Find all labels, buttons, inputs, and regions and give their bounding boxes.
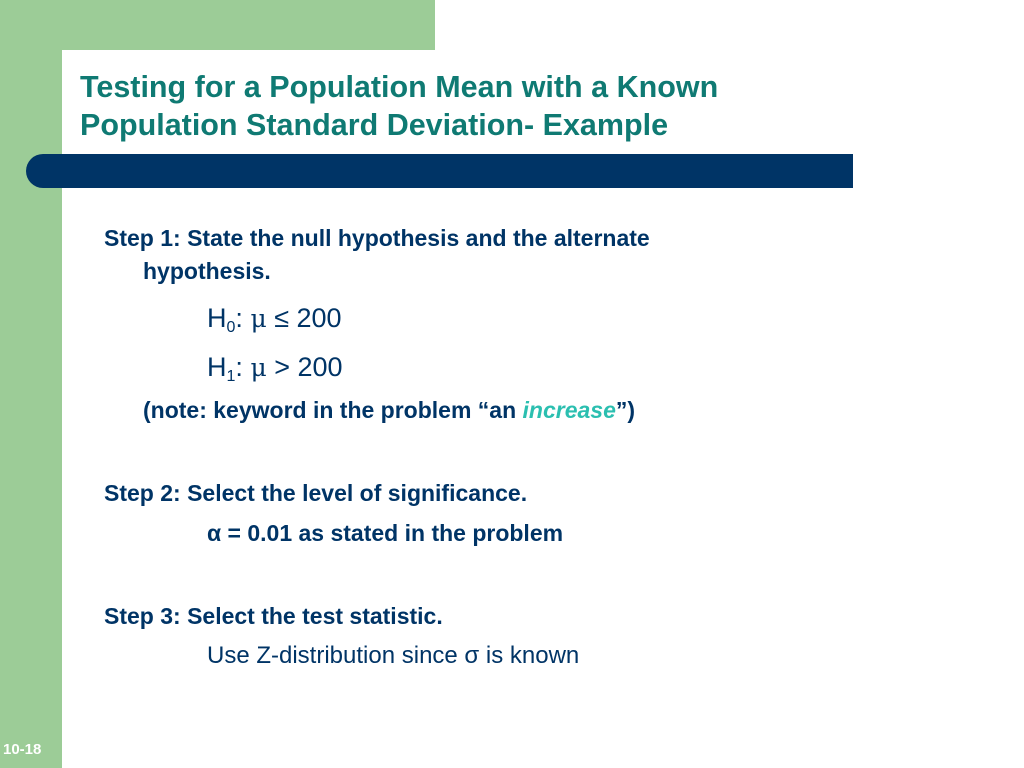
step3-heading: Step 3: Select the test statistic.: [104, 603, 443, 629]
null-hypothesis-subscript: 0: [226, 319, 236, 336]
step1-heading-line-1: Step 1: State the null hypothesis and the alternate: [104, 225, 650, 251]
left-green-band: [0, 0, 62, 768]
slide-title-line-1: Testing for a Population Mean with a Known: [80, 70, 719, 104]
step2-significance-level: α = 0.01 as stated in the problem: [207, 520, 564, 546]
null-hypothesis-mu: μ: [250, 304, 267, 333]
alternate-hypothesis-mu: μ: [250, 353, 267, 382]
keyword-note: [143, 395, 635, 425]
keyword-note-prefix: (note: keyword in the problem “an: [143, 397, 517, 423]
null-hypothesis-relation: ≤ 200: [274, 303, 342, 333]
alternate-hypothesis: [207, 351, 343, 384]
alternate-hypothesis-symbol: H: [207, 352, 227, 382]
null-hypothesis: [207, 302, 342, 335]
slide-title-line-2: Population Standard Deviation- Example: [80, 108, 669, 142]
slide-title: [80, 68, 840, 144]
alternate-hypothesis-relation: > 200: [274, 352, 343, 382]
alternate-hypothesis-colon: :: [235, 352, 243, 382]
alternate-hypothesis-subscript: 1: [226, 368, 236, 385]
title-accent-bar: [26, 154, 853, 188]
top-green-band: [0, 0, 435, 50]
keyword-increase: increase: [522, 397, 616, 423]
step3-test-statistic: Use Z-distribution since σ is known: [207, 642, 580, 669]
step2-heading: Step 2: Select the level of significance.: [104, 480, 528, 506]
slide-number: 10-18: [3, 741, 42, 758]
step1-heading-line-2: hypothesis.: [143, 258, 271, 284]
null-hypothesis-colon: :: [235, 303, 243, 333]
keyword-note-suffix: ”): [615, 397, 636, 423]
null-hypothesis-symbol: H: [207, 303, 227, 333]
